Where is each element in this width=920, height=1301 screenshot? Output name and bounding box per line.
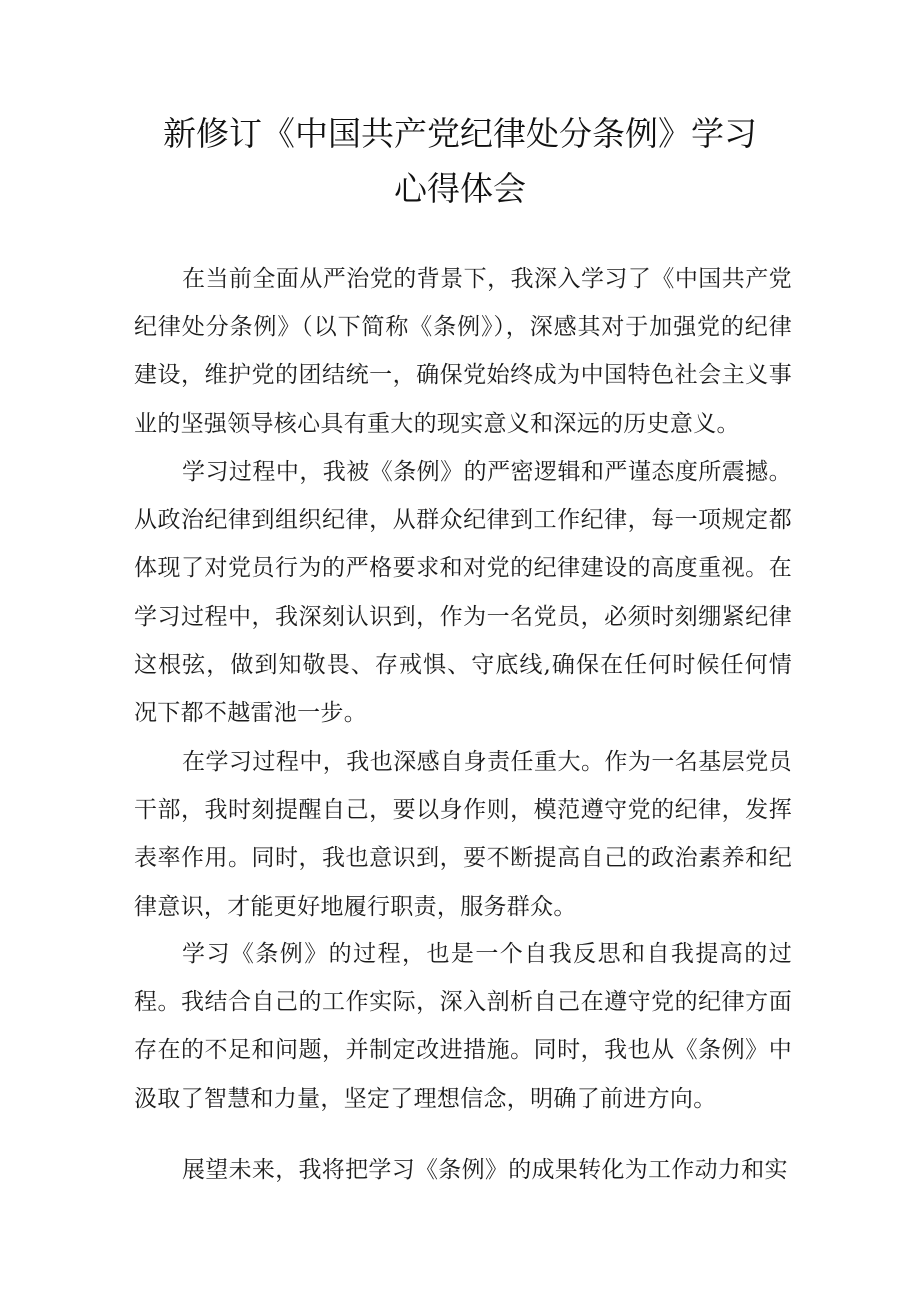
document-title-line-1: 新修订《中国共产党纪律处分条例》学习 <box>163 114 757 153</box>
paragraph-self-reflection: 学习《条例》的过程，也是一个自我反思和自我提高的过程。我结合自己的工作实际，深入剖析自己在遵守党的纪律方面存在的不足和问题，并制定改进措施。同时，我也从《条例》中汲取了智慧和力量，坚定了理想信念，明确了前进方向。 <box>134 941 792 1112</box>
paragraph-outlook: 展望未来，我将把学习《条例》的成果转化为工作动力和实 <box>182 1157 788 1183</box>
paragraph-learning-process: 学习过程中，我被《条例》的严密逻辑和严谨态度所震撼。从政治纪律到组织纪律，从群众纪律到工作纪律，每一项规定都体现了对党员行为的严格要求和对党的纪律建设的高度重视。在学习过程中，我深刻认识到，作为一名党员，必须时刻绷紧纪律这根弦，做到知敬畏、存戒惧、守底线,确保在任何时候任何情况下都不越雷池一步。 <box>134 459 792 727</box>
document-title-line-2: 心得体会 <box>394 169 526 208</box>
paragraph-responsibility: 在学习过程中，我也深感自身责任重大。作为一名基层党员干部，我时刻提醒自己，要以身作则，模范遵守党的纪律，发挥表率作用。同时，我也意识到，要不断提高自己的政治素养和纪律意识，才能更好地履行职责，服务群众。 <box>134 749 792 920</box>
paragraph-intro: 在当前全面从严治党的背景下，我深入学习了《中国共产党纪律处分条例》（以下简称《条例》），深感其对于加强党的纪律建设，维护党的团结统一，确保党始终成为中国特色社会主义事业的坚强领导核心具有重大的现实意义和深远的历史意义。 <box>134 266 792 437</box>
